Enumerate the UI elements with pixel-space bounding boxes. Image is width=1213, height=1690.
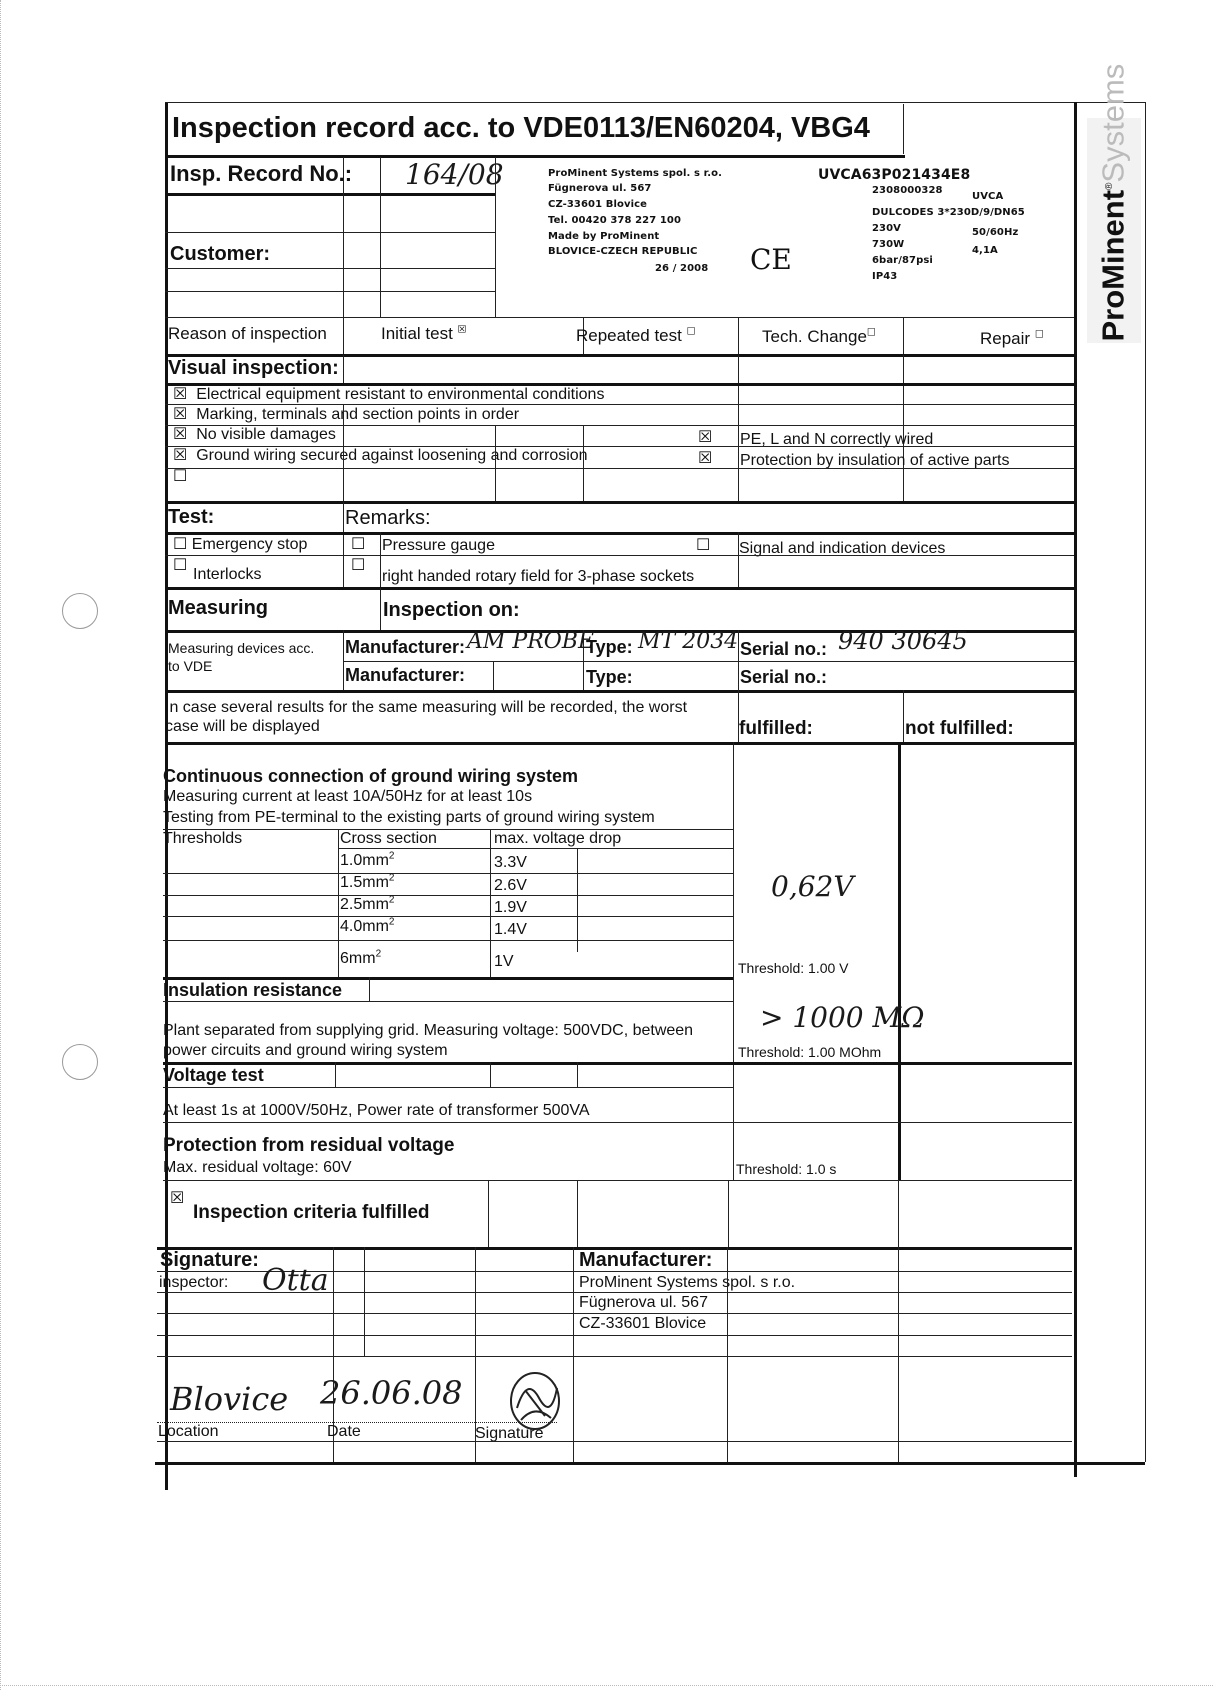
brand-suffix: Systems xyxy=(1095,63,1131,183)
insulation-result: > 1000 MΩ xyxy=(760,1001,925,1034)
visual-item-1[interactable]: ☒ Electrical equipment resistant to environmental conditions xyxy=(173,386,605,403)
test-heading: Test: xyxy=(168,506,215,528)
punch-hole-bottom xyxy=(62,1044,98,1080)
location-value: Blovice xyxy=(170,1380,289,1418)
record-number: 164/08 xyxy=(405,158,504,191)
date-value: 26.06.08 xyxy=(320,1374,463,1412)
visual-item-5[interactable]: ☐ xyxy=(173,468,188,485)
insulation-heading: Insulation resistance xyxy=(163,980,343,1000)
brand-logo: ProMinent®Systems xyxy=(1087,118,1141,343)
test-interlocks-check[interactable]: ☐ xyxy=(173,557,188,574)
device-type: MT 2034 xyxy=(638,629,739,654)
option-initial-test[interactable]: Initial test ☒ xyxy=(381,324,467,343)
not-fulfilled-header: not fulfilled: xyxy=(905,718,1014,739)
visual-right-item-2: Protection by insulation of active parts xyxy=(740,452,1010,469)
visual-item-4[interactable]: ☒ Ground wiring secured against loosening and corrosion xyxy=(173,447,588,464)
inspection-record-page: Inspection record acc. to VDE0113/EN60204, VBG4 ProMinent®Systems Insp. Record No.: 164/08 Customer: ProMinent Systems spol. s r.o. Fügnerova ul. 567 CZ-33601 Blovice Tel. 00420 378 227 100 Made by ProMinent BLOVICE-CZECH REPUBLIC 26 / 2008 CE UVCA63P021434E8 2308000328 UVCA DULCODES 3*230D/9/DN65 230V 50/60Hz 730W 4,1A 6bar/87psi IP43 Reason of inspection Initial test ☒ Repeated test ☐ Tech. Change☐ Repair ☐ Visual inspection: ☒ Electrical equipment resistant to environmental conditions ☒ Marking, terminals and section points in order ☒ No visible damages ☒ PE, L and N correctly wired ☒ Ground wiring secured against loosening and corrosion ☒ Protection by insulation of active parts ☐ Test: Remarks: ☐ Emergency stop ☐ Pressure gauge ☐ Signal and indication devices ☐ Interlocks ☐ right handed rotary field for 3-phase sockets Measuring Inspection on: Measuring devices acc. to VDE Manufacturer: AM PROBE Type: MT 2034 Serial no.: 940 30645 Manufacturer: Type: Serial no.: In case several results for the same measuring will be recorded, the worst case will be displayed fulfilled: not fulfilled: Continuous connection of ground wiring system Measuring current at least 10A/50Hz for at least 10s Testing from PE-terminal to the existing parts of ground wiring system Thresholds Cross section max. voltage drop $1.0mm^2$ 3.3V $1.5mm^2$ 2.6V $2.5mm^2$ 1.9V $4.0mm^2$ 1.4V $6mm^2$ 1V 0,62V Threshold: 1.00 V Insulation resistance Plant separated from supplying grid. Measuring voltage: 500VDC, between power circuits and ground wiring system > 1000 MΩ Threshold: 1.00 MOhm Voltage test At least 1s at 1000V/50Hz, Power rate of transformer 500VA Protection from residual voltage Max. residual voltage: 60V Threshold: 1.0 s ☒ Inspection criteria fulfilled Signature: Manufacturer: inspector: Otta ProMinent Systems spol. s r.o. Fügnerova ul. 567 CZ-33601 Blovice Blovice 26.06.08 Location Date Signature xyxy=(0,0,1213,1690)
reason-label: Reason of inspection xyxy=(168,324,327,343)
test-signal-label: Signal and indication devices xyxy=(739,540,946,557)
measuring-heading: Measuring xyxy=(168,597,269,619)
option-tech-change[interactable]: Tech. Change☐ xyxy=(762,327,876,346)
continuity-result: 0,62V xyxy=(771,870,854,903)
test-signal-check[interactable]: ☐ xyxy=(696,537,711,554)
manufacturer-heading: Manufacturer: xyxy=(579,1249,713,1271)
residual-threshold: Threshold: 1.0 s xyxy=(736,1161,837,1177)
punch-hole-top xyxy=(62,593,98,629)
residual-heading: Protection from residual voltage xyxy=(163,1135,455,1156)
serial-code: UVCA63P021434E8 xyxy=(818,167,971,183)
test-rotary-label: right handed rotary field for 3-phase sockets xyxy=(382,568,695,585)
test-pressure-gauge-label: Pressure gauge xyxy=(382,537,495,554)
frame-top xyxy=(165,102,1145,103)
manufacturer-label-1: Manufacturer: xyxy=(345,637,466,657)
brand-name: ProMinent xyxy=(1095,189,1131,342)
visual-heading: Visual inspection: xyxy=(168,357,339,379)
customer-label: Customer: xyxy=(170,243,271,265)
cross-section-row-1: $1.0mm^2$ xyxy=(340,850,395,869)
manufacturer-label-2: Manufacturer: xyxy=(345,665,466,685)
cross-section-row-3: $2.5mm^2$ xyxy=(340,894,395,913)
visual-right-check-2[interactable]: ☒ xyxy=(698,450,713,467)
fulfilled-header: fulfilled: xyxy=(739,718,813,739)
type-label-sticker: ProMinent Systems spol. s r.o. Fügnerova ul. 567 CZ-33601 Blovice Tel. 00420 378 227 100 Made by ProMinent BLOVICE-CZECH REPUBLIC 26 / 2008 CE UVCA63P021434E8 2308000328 UVCA DULCODES 3*230D/9/DN65 230V 50/60Hz 730W 4,1A 6bar/87psi IP43 xyxy=(548,167,1025,282)
inspector-signature: Otta xyxy=(262,1263,329,1298)
inspection-on-label: Inspection on: xyxy=(383,599,520,621)
frame-inner-right xyxy=(1074,102,1077,1477)
visual-item-2[interactable]: ☒ Marking, terminals and section points in order xyxy=(173,406,520,423)
visual-item-3[interactable]: ☒ No visible damages xyxy=(173,426,336,443)
test-interlocks-label: Interlocks xyxy=(193,566,262,583)
option-repair[interactable]: Repair ☐ xyxy=(980,329,1044,348)
continuity-threshold: Threshold: 1.00 V xyxy=(738,960,849,976)
voltage-test-heading: Voltage test xyxy=(163,1065,264,1085)
cross-section-row-2: $1.5mm^2$ xyxy=(340,872,395,891)
device-serial: 940 30645 xyxy=(838,627,968,655)
ce-mark: CE xyxy=(750,243,792,276)
option-repeated-test[interactable]: Repeated test ☐ xyxy=(576,326,696,345)
test-emergency-stop[interactable]: ☐ Emergency stop xyxy=(173,536,308,553)
criteria-check[interactable]: ☒ xyxy=(170,1190,185,1207)
remarks-label: Remarks: xyxy=(345,507,431,529)
cross-section-row-5: $6mm^2$ xyxy=(340,948,382,967)
continuity-heading: Continuous connection of ground wiring system xyxy=(163,766,578,786)
record-label: Insp. Record No.: xyxy=(170,161,353,186)
test-pressure-gauge-check[interactable]: ☐ xyxy=(351,536,366,553)
signature-heading: Signature: xyxy=(160,1249,259,1271)
insulation-threshold: Threshold: 1.00 MOhm xyxy=(738,1044,882,1060)
test-rotary-check[interactable]: ☐ xyxy=(351,557,366,574)
criteria-label: Inspection criteria fulfilled xyxy=(193,1202,430,1223)
visual-right-check-1[interactable]: ☒ xyxy=(698,429,713,446)
frame-right xyxy=(1145,102,1146,1462)
cross-section-row-4: $4.0mm^2$ xyxy=(340,916,395,935)
page-title: Inspection record acc. to VDE0113/EN60204, VBG4 xyxy=(172,112,870,144)
visual-right-item-1: PE, L and N correctly wired xyxy=(740,431,934,448)
device-manufacturer: AM PROBE xyxy=(467,629,595,654)
